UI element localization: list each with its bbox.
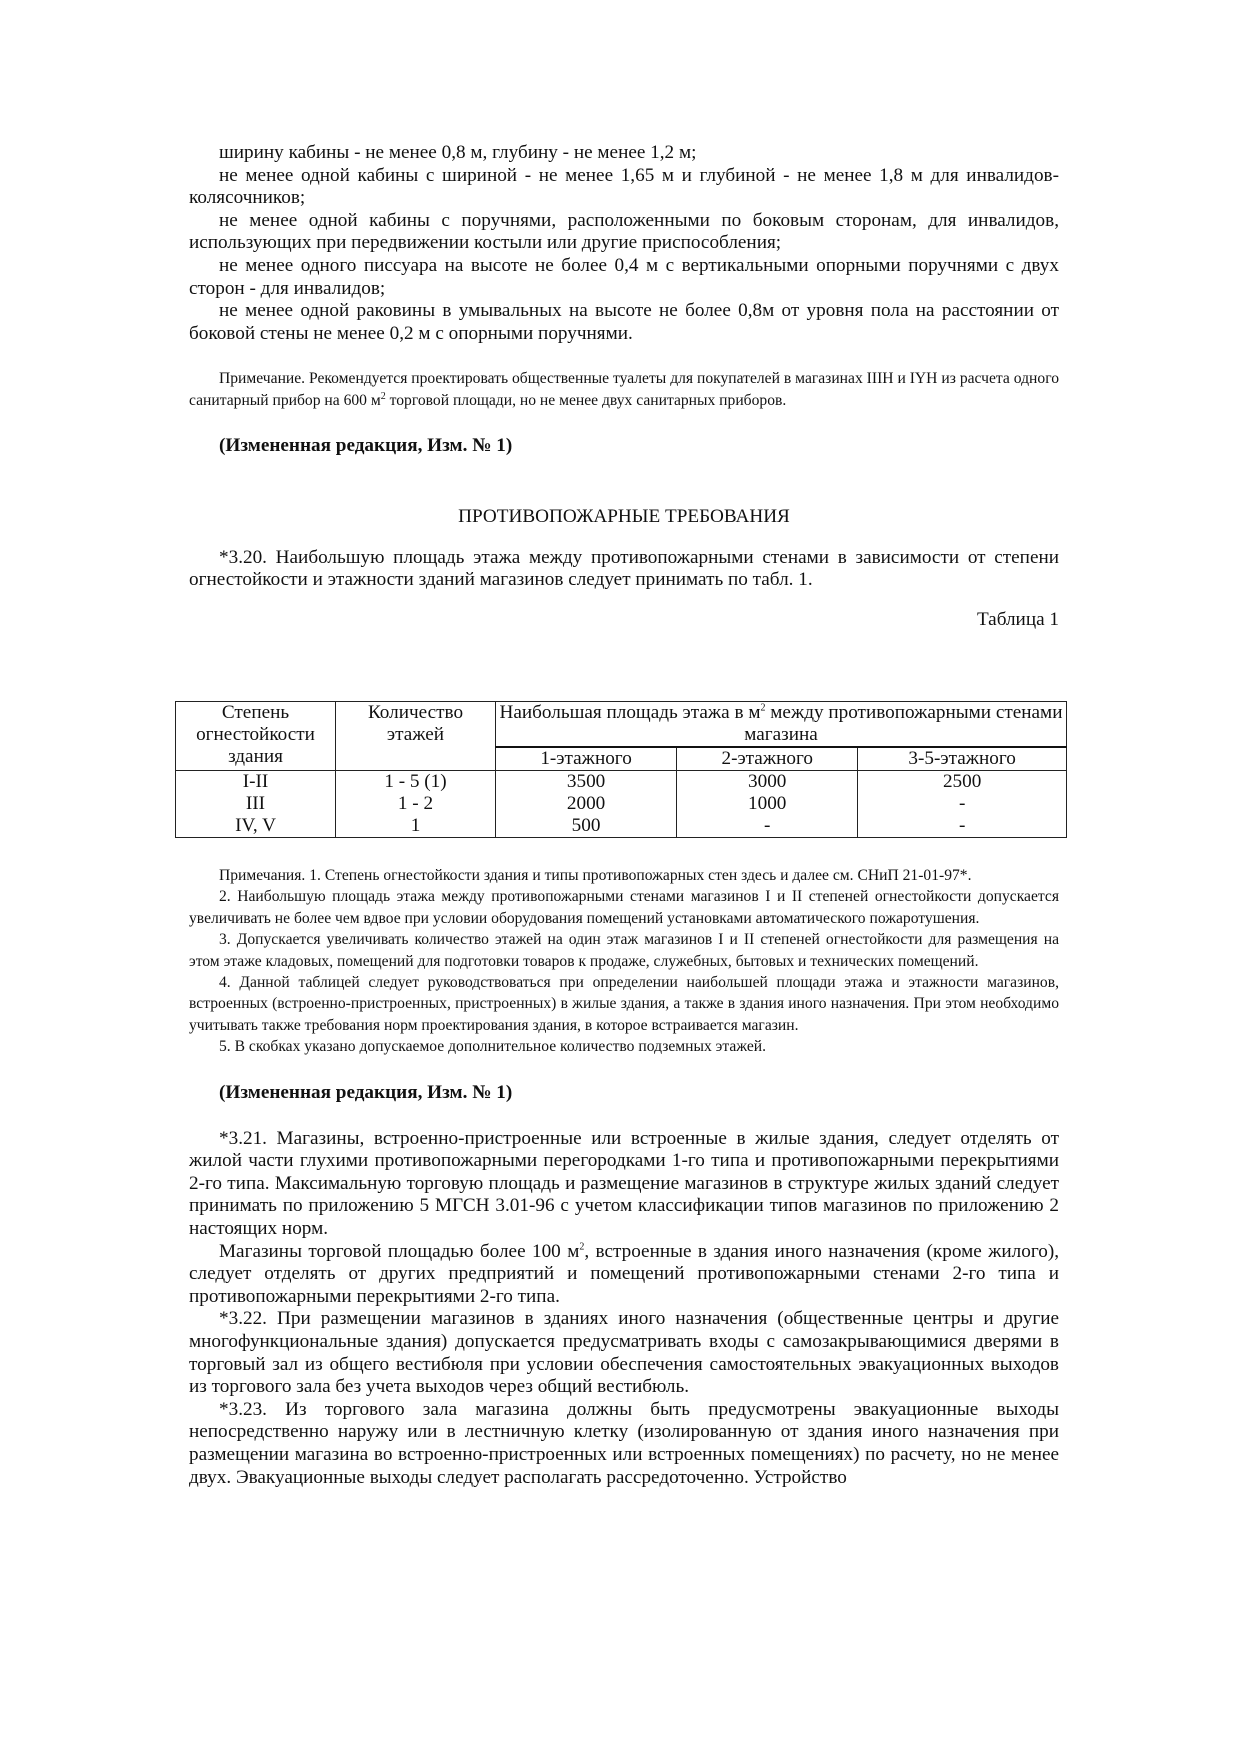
clause-3-23: *3.23. Из торгового зала магазина должны быть предусмотрены эвакуационные выходы непосредственно наружу или в лестничную клетку (изолированную от здания иного назначения при размещении магазина во встроенно-пристроенных или встроенных помещениях) по расчету, но не менее двух. Эвакуационные выходы следует располагать рассредоточенно. Устройство	[189, 1398, 1059, 1488]
cell: 2500	[858, 771, 1067, 794]
table-note: 3. Допускается увеличивать количество этажей на один этаж магазинов I и II степеней огнестойкости для размещения на этом этаже кладовых, помещений для подготовки товаров к продаже, служебных, бытовых и технических помещений.	[189, 931, 1059, 970]
list-item: ширину кабины - не менее 0,8 м, глубину - не менее 1,2 м;	[219, 142, 697, 163]
clause-text: , встроенные в здания иного назначения (кроме жилого), следует отделять от других предприятий и помещений противопожарными стенами 2-го типа и противопожарными перекрытиями 2-го типа.	[189, 1240, 1060, 1307]
clause-3-21-paragraph-2	[189, 1241, 1059, 1309]
table-note: 2. Наибольшую площадь этажа между противопожарными стенами магазинов I и II степеней огнестойкости допускается увеличивать не более чем вдвое при условии оборудования помещений установками автоматического пожаротушения.	[189, 888, 1059, 927]
cell: I-II	[176, 771, 336, 794]
note-toilets	[189, 368, 1059, 411]
table-row	[176, 815, 1067, 838]
cell: 1 - 2	[336, 793, 496, 815]
cell: -	[858, 793, 1067, 815]
cell: -	[858, 815, 1067, 838]
superscript: 2	[579, 1241, 585, 1253]
table-caption: Таблица 1	[976, 608, 1059, 630]
header-text: между противопожарными стенами магазина	[744, 702, 1063, 745]
list-item: не менее одного писсуара на высоте не более 0,4 м с вертикальными опорными поручнями с двух сторон - для инвалидов;	[189, 254, 1059, 299]
cell: IV, V	[176, 815, 336, 838]
list-item: не менее одной кабины с поручнями, расположенными по боковым сторонам, для инвалидов, использующих при передвижении костыли или другие приспособления;	[189, 209, 1059, 254]
cell: -	[677, 815, 858, 838]
clause-3-20: *3.20. Наибольшую площадь этажа между противопожарными стенами в зависимости от степени огнестойкости и этажности зданий магазинов следует принимать по табл. 1.	[189, 546, 1059, 591]
cell: 500	[496, 815, 677, 838]
header-fire-resistance: Степень огнестойкости здания	[176, 702, 336, 771]
list-item: не менее одной кабины с шириной - не менее 1,65 м и глубиной - не менее 1,8 м для инвалидов-колясочников;	[189, 164, 1059, 209]
list-item: не менее одной раковины в умывальных на высоте не более 0,8м от уровня пола на расстоянии от боковой стены не менее 0,2 м с опорными поручнями.	[189, 300, 1059, 344]
document-continuation	[189, 865, 1059, 1489]
header-1-floor: 1-этажного	[496, 747, 677, 771]
header-max-area	[496, 702, 1067, 748]
cell: 1000	[677, 793, 858, 815]
header-2-floor: 2-этажного	[677, 747, 858, 771]
header-3-5-floor: 3-5-этажного	[858, 747, 1067, 771]
table-row	[176, 771, 1067, 794]
document-page	[189, 142, 1059, 632]
clause-3-21: *3.21. Магазины, встроенно-пристроенные или встроенные в жилые здания, следует отделять от жилой части глухими противопожарными перегородками 1-го типа и противопожарными перекрытиями 2-го типа. Максимальную торговую площадь и размещение магазинов в структуре жилых зданий следует принимать по приложению 5 МГСН 3.01-96 с учетом классификации типов магазинов по приложению 2 настоящих норм.	[189, 1127, 1059, 1240]
section-title: ПРОТИВОПОЖАРНЫЕ ТРЕБОВАНИЯ	[458, 506, 790, 528]
table-note: 4. Данной таблицей следует руководствоваться при определении наибольшей площади этажа и этажности магазинов, встроенных (встроенно-пристроенных, пристроенных) в жилые здания, а также в здания иного назначения. При этом необходимо учитывать также требования норм проектирования здания, в которое встраивается магазин.	[189, 974, 1059, 1034]
header-text: Наибольшая площадь этажа в м	[499, 702, 761, 723]
table-note: 5. В скобках указано допускаемое дополнительное количество подземных этажей.	[219, 1038, 767, 1056]
cell: 2000	[496, 793, 677, 815]
fire-area-table	[175, 701, 1067, 838]
cell: 1	[336, 815, 496, 838]
clause-text: Магазины торговой площадью более 100 м	[219, 1240, 580, 1262]
cell: 1 - 5 (1)	[336, 771, 496, 794]
note-text: торговой площади, но не менее двух санитарных приборов.	[385, 391, 787, 409]
cell: III	[176, 793, 336, 815]
note-text: Примечание. Рекомендуется проектировать общественные туалеты для покупателей в магазинах IIIН и IYН из расчета одного санитарный прибор на 600 м	[189, 370, 1059, 409]
cell: 3500	[496, 771, 677, 794]
header-floors: Количество этажей	[336, 702, 496, 771]
table-row	[176, 793, 1067, 815]
cell: 3000	[677, 771, 858, 794]
superscript: 2	[380, 390, 386, 402]
amendment-note: (Измененная редакция, Изм. № 1)	[219, 1081, 513, 1103]
amendment-note: (Измененная редакция, Изм. № 1)	[219, 435, 513, 457]
clause-3-22: *3.22. При размещении магазинов в зданиях иного назначения (общественные центры и другие многофункциональные здания) допускается предусматривать входы с самозакрывающимися дверями в торговый зал из общего вестибюля при условии обеспечения самостоятельных эвакуационных выходов из торгового зала без учета выходов через общий вестибюль.	[189, 1308, 1059, 1398]
superscript: 2	[760, 702, 766, 714]
table-note: Примечания. 1. Степень огнестойкости здания и типы противопожарных стен здесь и далее см. СНиП 21-01-97*.	[219, 867, 972, 884]
